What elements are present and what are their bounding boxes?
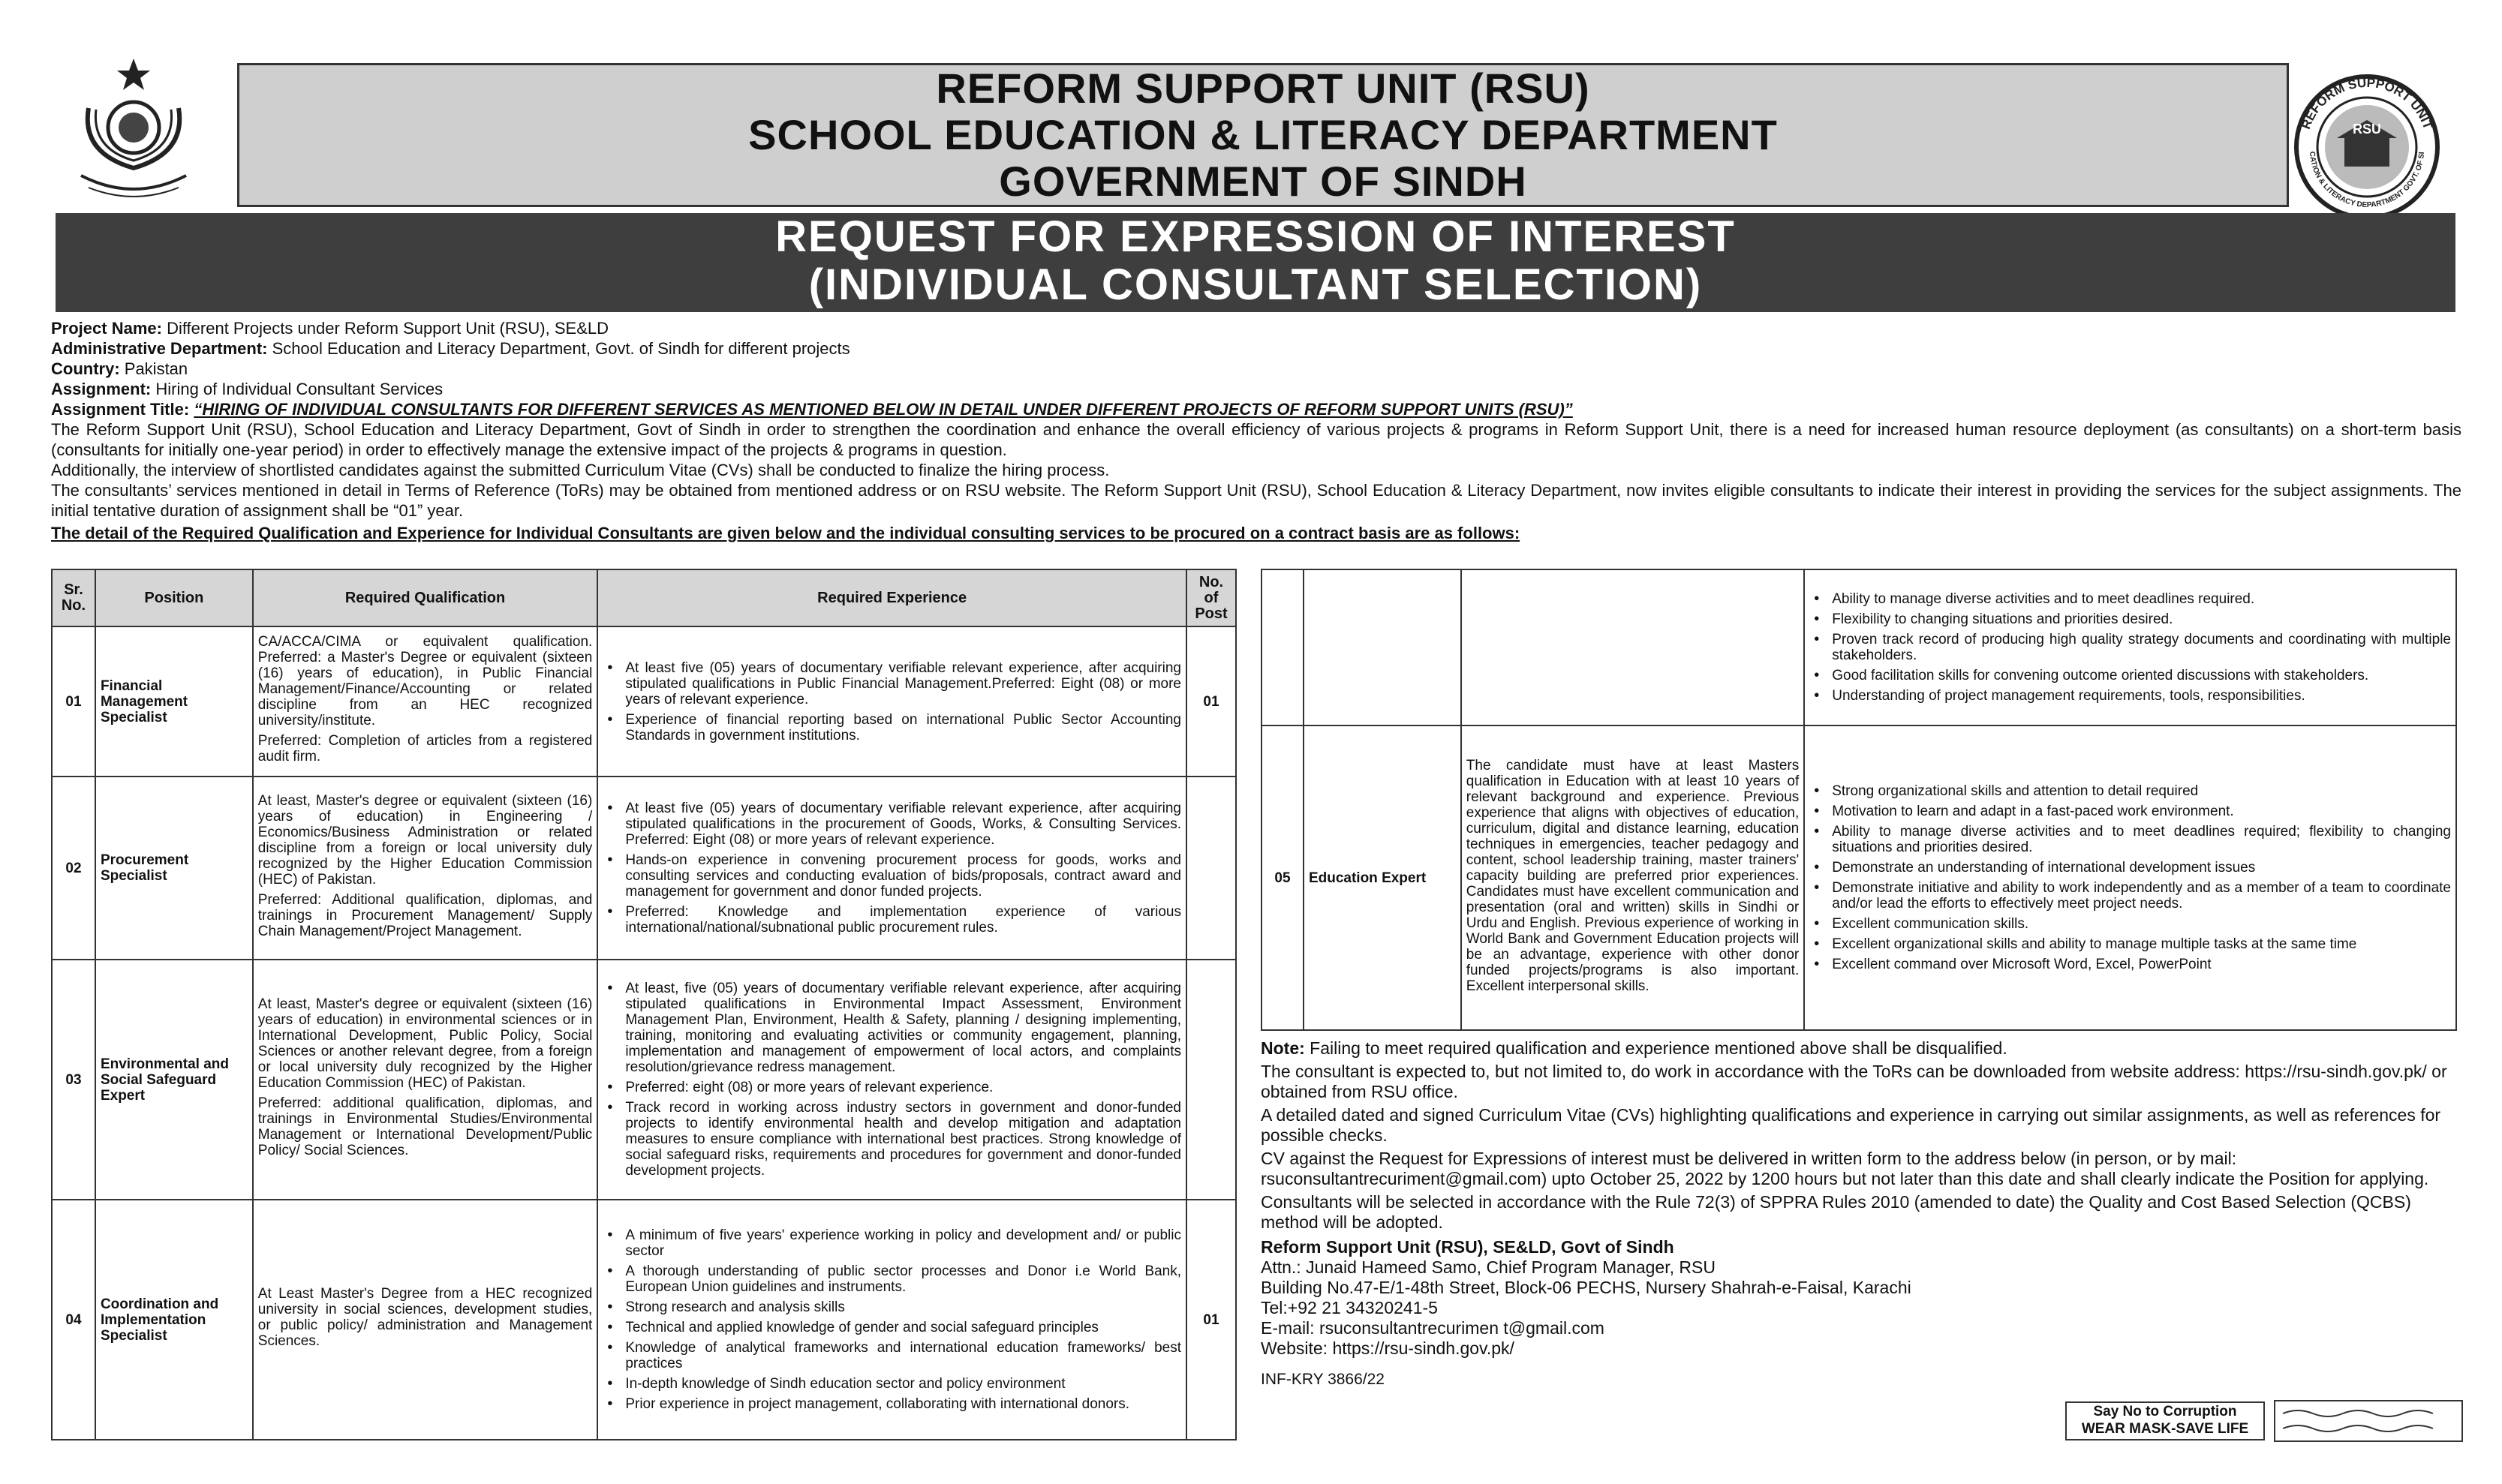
svg-text:RSU: RSU bbox=[2352, 122, 2382, 137]
project-name: Project Name: Different Projects under Reform Support Unit (RSU), SE&LD bbox=[51, 319, 609, 338]
address-block bbox=[1261, 1237, 2461, 1359]
header-sr-no: Sr. No. bbox=[52, 569, 95, 626]
row-qualification: CA/ACCA/CIMA or equivalent qualification. Preferred: a Master's Degree or equivalent (sixteen (16) years of education), in Public Financial Management/Finance/Accounting or related discipline from an HEC recognized university/institute. Preferred: Completion of articles from a registered audit firm. bbox=[253, 626, 598, 777]
row-posts: 01 bbox=[1186, 626, 1236, 777]
row-experience bbox=[597, 626, 1186, 777]
row-qualification: At least, Master's degree or equivalent (sixteen (16) years of education) in environmental sciences or in International Development, Public Policy, Social Sciences or another relevant degree, from a foreign or local university duly recognized by the Higher Education Commission (HEC) of Pakistan. Preferred: additional qualification, diplomas, and trainings in Environmental Studies/Environmental Management or International Development/Public Policy/ Social Sciences. bbox=[253, 960, 598, 1200]
reference-number: INF-KRY 3866/22 bbox=[1261, 1371, 1385, 1388]
row-position: Education Expert bbox=[1304, 725, 1461, 1030]
row-qualification: The candidate must have at least Masters qualification in Education with at least 10 years of relevant background and experience. Previous experience that aligns with objectives of education, curriculum, digital and distance learning, education techniques in emergencies, teacher pedagogy and content, school leadership training, master trainers' capacity building are preferred prior experiences. Candidates must have excellent communication and presentation (oral and written) skills in Sindhi or Urdu and English. Previous experience of working in World Bank and Government Education projects will be an advantage, experience with other donor funded projects/programs is also important. Excellent interpersonal skills. bbox=[1461, 725, 1804, 1030]
request-title-2: (INDIVIDUAL CONSULTANT SELECTION) bbox=[808, 260, 1703, 309]
list-item: • Experience of financial reporting based on international Public Sector Accounting Standards in government institutions. bbox=[603, 712, 1181, 744]
header-line-2: SCHOOL EDUCATION & LITERACY DEPARTMENT bbox=[748, 111, 1778, 158]
row-sr: 04 bbox=[52, 1200, 95, 1440]
rsu-logo bbox=[2292, 72, 2442, 222]
list-item: • Excellent organizational skills and ability to manage multiple tasks at the same time bbox=[1809, 936, 2451, 952]
assignment: Assignment: Hiring of Individual Consultant Services bbox=[51, 380, 444, 398]
row-sr: 01 bbox=[52, 626, 95, 777]
row-posts: 01 bbox=[1186, 1200, 1236, 1440]
svg-text:REFORM SUPPORT UNIT: REFORM SUPPORT UNIT bbox=[2299, 75, 2435, 131]
address-building: Building No.47-E/1-48th Street, Block-06 PECHS, Nursery Shahrah-e-Faisal, Karachi bbox=[1261, 1278, 1911, 1297]
list-item: • Demonstrate initiative and ability to work independently and as a member of a team to coordinate and/or lead the efforts to effectively meet project needs. bbox=[1809, 880, 2451, 912]
table-row bbox=[52, 626, 1236, 777]
country: Country: Pakistan bbox=[51, 359, 188, 378]
svg-text:EDUCATION & LITERACY DEPARTMEN: CATION & LITERACY DEPARTMENT GOVT. OF SI bbox=[2307, 151, 2426, 210]
row-position: Environmental and Social Safeguard Expert bbox=[95, 960, 253, 1200]
list-item: • Hands-on experience in convening procurement process for goods, works and consulting services and conducting evaluation of bids/proposals, contract award and management for government and donor funded projects. bbox=[603, 852, 1181, 900]
list-item: • Ability to manage diverse activities and to meet deadlines required. bbox=[1809, 591, 2451, 607]
anti-corruption-box bbox=[2065, 1401, 2265, 1440]
say-no-corruption: Say No to Corruption bbox=[2093, 1404, 2237, 1419]
note-paragraph-3: CV against the Request for Expressions of interest must be delivered in written form to the address below (in person, or by mail: rsuconsultantrecuriment@gmail.com) upto October 25, 2022 by 1200 hours but not later than this date and shall clearly indicate the Position for applying. bbox=[1261, 1149, 2429, 1188]
row-experience bbox=[1804, 569, 2456, 725]
list-item: • Track record in working across industry sectors in government and donor-funded projects to identify environmental health and develop mitigation and adaptation measures to ensure compliance with international best practices. Strong knowledge of social safeguard risks, requirements and procedures for government and donor-funded development projects. bbox=[603, 1100, 1181, 1179]
list-item: • Preferred: Knowledge and implementation experience of various international/national/subnational public procurement rules. bbox=[603, 904, 1181, 936]
list-item: • A minimum of five years' experience working in policy and development and/ or public sector bbox=[603, 1227, 1181, 1259]
note-paragraph-1: The consultant is expected to, but not limited to, do work in accordance with the ToRs can be downloaded from website address: https://rsu-sindh.gov.pk/ or obtained from RSU office. bbox=[1261, 1062, 2447, 1101]
urdu-message-box bbox=[2274, 1400, 2463, 1442]
row-posts bbox=[1186, 777, 1236, 960]
row-position: Procurement Specialist bbox=[95, 777, 253, 960]
list-item: • At least five (05) years of documentary verifiable relevant experience, after acquiring stipulated qualifications in the procurement of Goods, Works, & Consulting Services. Preferred: Eight (08) or more years of relevant experience. bbox=[603, 801, 1181, 848]
intro-paragraph-1: The Reform Support Unit (RSU), School Education and Literacy Department, Govt of Sindh in order to strengthen the coordination and enhance the overall efficiency of various projects & programs in Reform Support Unit, there is a need for increased human resource deployment (as consultants) on a short-term basis (consultants for initially one-year period) in order to effectively manage the extensive impact of the projects & programs in question. bbox=[51, 420, 2461, 459]
list-item: • Excellent communication skills. bbox=[1809, 916, 2451, 932]
list-item: • A thorough understanding of public sector processes and Donor i.e World Bank, European Union guidelines and instruments. bbox=[603, 1263, 1181, 1295]
list-item: • Preferred: eight (08) or more years of relevant experience. bbox=[603, 1080, 1181, 1095]
row-qualification: At Least Master's Degree from a HEC recognized university in social sciences, development studies, or public policy/ administration and Management Sciences. bbox=[253, 1200, 598, 1440]
intro-paragraph-2: Additionally, the interview of shortlisted candidates against the submitted Curriculum Vitae (CVs) shall be conducted to finalize the hiring process. bbox=[51, 461, 1110, 479]
list-item: • Technical and applied knowledge of gender and social safeguard principles bbox=[603, 1320, 1181, 1335]
row-sr: 02 bbox=[52, 777, 95, 960]
positions-table-continued bbox=[1261, 569, 2457, 1031]
notes-section bbox=[1261, 1038, 2461, 1392]
list-item: • Prior experience in project management, collaborating with international donors. bbox=[603, 1396, 1181, 1412]
address-website: Website: https://rsu-sindh.gov.pk/ bbox=[1261, 1338, 1514, 1358]
table-row bbox=[52, 777, 1236, 960]
row-experience bbox=[597, 777, 1186, 960]
header-qualification: Required Qualification bbox=[253, 569, 598, 626]
list-item: • Demonstrate an understanding of international development issues bbox=[1809, 860, 2451, 876]
list-item: • Ability to manage diverse activities and to meet deadlines required; flexibility to changing situations and priorities desired. bbox=[1809, 824, 2451, 855]
header-experience: Required Experience bbox=[597, 569, 1186, 626]
header-box bbox=[237, 63, 2289, 207]
table-row bbox=[52, 1200, 1236, 1440]
table-intro: The detail of the Required Qualification and Experience for Individual Consultants are given below and the individual consulting services to be procured on a contract basis are as follows: bbox=[51, 524, 1520, 542]
list-item: • Strong research and analysis skills bbox=[603, 1299, 1181, 1315]
header-position: Position bbox=[95, 569, 253, 626]
intro-paragraph-3: The consultants’ services mentioned in detail in Terms of Reference (ToRs) may be obtained from mentioned address or on RSU website. The Reform Support Unit (RSU), School Education & Literacy Department, now invites eligible consultants to indicate their interest in providing the services for the subject assignments. The initial tentative duration of assignment shall be “01” year. bbox=[51, 481, 2461, 520]
address-title: Reform Support Unit (RSU), SE&LD, Govt of Sindh bbox=[1261, 1237, 1674, 1257]
list-item: • Excellent command over Microsoft Word, Excel, PowerPoint bbox=[1809, 957, 2451, 972]
row-sr: 05 bbox=[1262, 725, 1304, 1030]
note-paragraph-4: Consultants will be selected in accordance with the Rule 72(3) of SPPRA Rules 2010 (amended to date) the Quality and Cost Based Selection (QCBS) method will be adopted. bbox=[1261, 1192, 2411, 1232]
wear-mask: WEAR MASK-SAVE LIFE bbox=[2081, 1421, 2249, 1437]
note-paragraph-2: A detailed dated and signed Curriculum Vitae (CVs) highlighting qualifications and experience in carrying out similar assignments, as well as references for possible checks. bbox=[1261, 1105, 2441, 1145]
header-line-1: REFORM SUPPORT UNIT (RSU) bbox=[936, 65, 1590, 112]
list-item: • Flexibility to changing situations and priorities desired. bbox=[1809, 611, 2451, 627]
table-row bbox=[1262, 569, 2456, 725]
administrative-department: Administrative Department: School Education and Literacy Department, Govt. of Sindh for different projects bbox=[51, 339, 850, 358]
project-info bbox=[51, 318, 2461, 543]
row-experience bbox=[597, 1200, 1186, 1440]
header-posts: No. of Post bbox=[1186, 569, 1236, 626]
list-item: • Understanding of project management requirements, tools, responsibilities. bbox=[1809, 688, 2451, 704]
row-position: Financial Management Specialist bbox=[95, 626, 253, 777]
note: Note: Failing to meet required qualification and experience mentioned above shall be disqualified. bbox=[1261, 1038, 2007, 1058]
table-row bbox=[1262, 725, 2456, 1030]
list-item: • At least five (05) years of documentary verifiable relevant experience, after acquiring stipulated qualifications in Public Financial Management.Preferred: Eight (08) or more years of relevant experience. bbox=[603, 660, 1181, 707]
row-posts bbox=[1186, 960, 1236, 1200]
address-email: E-mail: rsuconsultantrecurimen t@gmail.com bbox=[1261, 1318, 1604, 1338]
list-item: • In-depth knowledge of Sindh education sector and policy environment bbox=[603, 1376, 1181, 1392]
row-sr: 03 bbox=[52, 960, 95, 1200]
assignment-title: Assignment Title: “HIRING OF INDIVIDUAL CONSULTANTS FOR DIFFERENT SERVICES AS MENTIONED BELOW IN DETAIL UNDER DIFFERENT PROJECTS OF REFORM SUPPORT UNITS (RSU)” bbox=[51, 400, 1573, 419]
row-experience bbox=[1804, 725, 2456, 1030]
address-attn: Attn.: Junaid Hameed Samo, Chief Program Manager, RSU bbox=[1261, 1257, 1716, 1277]
address-tel: Tel:+92 21 34320241-5 bbox=[1261, 1298, 1438, 1317]
request-banner bbox=[56, 213, 2455, 312]
row-qualification: At least, Master's degree or equivalent (sixteen (16) years of education) in Engineering / Economics/Business Administration or related discipline from a foreign or local university duly recognized by the Higher Education Commission (HEC) of Pakistan. Preferred: Additional qualification, diplomas, and trainings in Procurement Management/ Supply Chain Management/Project Management. bbox=[253, 777, 598, 960]
list-item: • Strong organizational skills and attention to detail required bbox=[1809, 783, 2451, 799]
table-row bbox=[52, 960, 1236, 1200]
row-experience bbox=[597, 960, 1186, 1200]
row-position: Coordination and Implementation Specialist bbox=[95, 1200, 253, 1440]
request-title-1: REQUEST FOR EXPRESSION OF INTEREST bbox=[775, 212, 1736, 261]
list-item: • At least, five (05) years of documentary verifiable relevant experience, after acquiring stipulated qualifications in Environmental Impact Assessment, Environment Management Plan, Environment, Health & Safety, planning / designing implementing, training, monitoring and evaluating activities or community engagement, planning, implementation and management of empowerment of local actors, and complaints resolution/grievance redress management. bbox=[603, 981, 1181, 1075]
positions-table bbox=[51, 569, 1237, 1440]
list-item: • Motivation to learn and adapt in a fast-paced work environment. bbox=[1809, 804, 2451, 819]
government-of-sindh-logo bbox=[59, 56, 209, 206]
list-item: • Knowledge of analytical frameworks and international education frameworks/ best practices bbox=[603, 1340, 1181, 1371]
list-item: • Good facilitation skills for convening outcome oriented discussions with stakeholders. bbox=[1809, 668, 2451, 683]
header-line-3: GOVERNMENT OF SINDH bbox=[999, 158, 1527, 205]
list-item: • Proven track record of producing high quality strategy documents and coordinating with multiple stakeholders. bbox=[1809, 632, 2451, 663]
